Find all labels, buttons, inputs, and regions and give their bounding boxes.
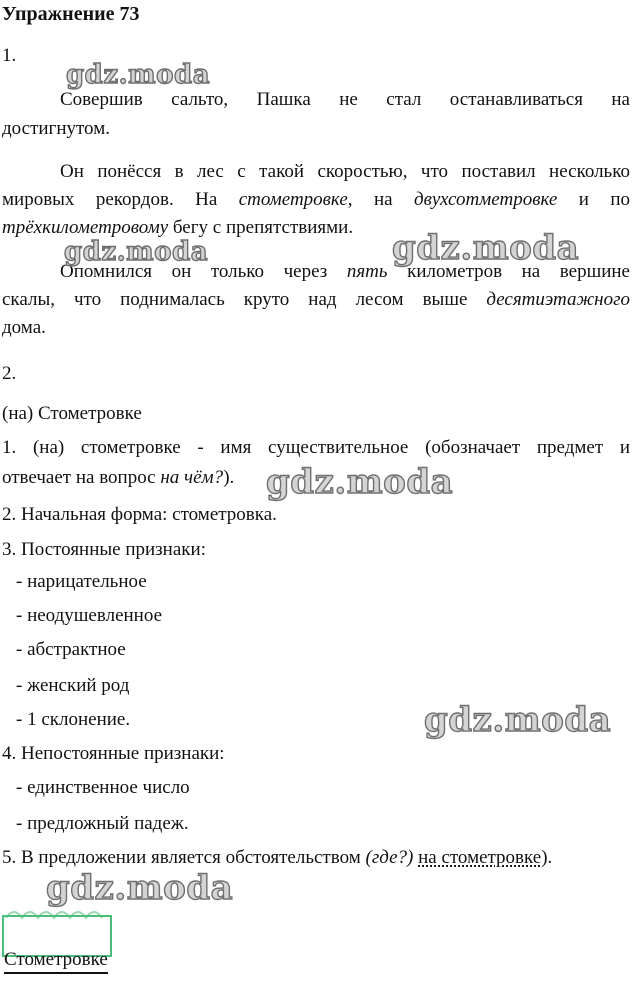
constant-feature: - нарицательное — [16, 571, 147, 592]
paragraph-3-line-1: Опомнился он только через пять километров на вершине — [60, 261, 630, 282]
watermark: gdz.moda — [266, 462, 454, 502]
exercise-title: Упражнение 73 — [2, 3, 140, 25]
watermark: gdz.moda — [66, 60, 211, 90]
watermark: gdz.moda — [46, 868, 234, 908]
item-1-line-2: отвечает на вопрос на чём?). — [2, 467, 235, 488]
paragraph-2-line-1: Он понёсся в лес с такой скоростью, что поставил несколько — [60, 161, 630, 182]
watermark: gdz.moda — [392, 228, 580, 268]
paragraph-3-line-3: дома. — [2, 317, 46, 338]
variable-feature: - единственное число — [16, 777, 190, 798]
paragraph-1-line-1: Совершив сальто, Пашка не стал останавливаться на — [60, 89, 630, 110]
variable-feature: - предложный падеж. — [16, 813, 189, 834]
constant-feature: - женский род — [16, 675, 130, 696]
watermark: gdz.moda — [424, 700, 612, 740]
trailing-word: Стометровке — [4, 948, 108, 974]
watermark: gdz.moda — [64, 237, 209, 267]
paragraph-3-line-2: скалы, что поднималась круто над лесом выше десятиэтажного — [2, 289, 630, 310]
analyzed-word: (на) Стометровке — [2, 403, 142, 424]
paragraph-2-line-2: мировых рекордов. На стометровке, на двухсотметровке и по — [2, 189, 631, 210]
section-2-number: 2. — [2, 363, 17, 384]
item-3: 3. Постоянные признаки: — [2, 539, 206, 560]
item-4: 4. Непостоянные признаки: — [2, 743, 225, 764]
constant-feature: - 1 склонение. — [16, 709, 131, 730]
item-1-line-1: 1. (на) стометровке - имя существительное (обозначает предмет и — [2, 437, 630, 458]
section-1-number: 1. — [2, 45, 17, 66]
paragraph-2-line-3: трёхкилометровому бегу с препятствиями. — [2, 217, 354, 238]
constant-feature: - абстрактное — [16, 639, 126, 660]
constant-feature: - неодушевленное — [16, 605, 162, 626]
paragraph-1-line-2: достигнутом. — [2, 118, 110, 139]
item-5: 5. В предложении является обстоятельством (где?) на стометровке). — [2, 847, 553, 868]
item-2: 2. Начальная форма: стометровка. — [2, 504, 277, 525]
